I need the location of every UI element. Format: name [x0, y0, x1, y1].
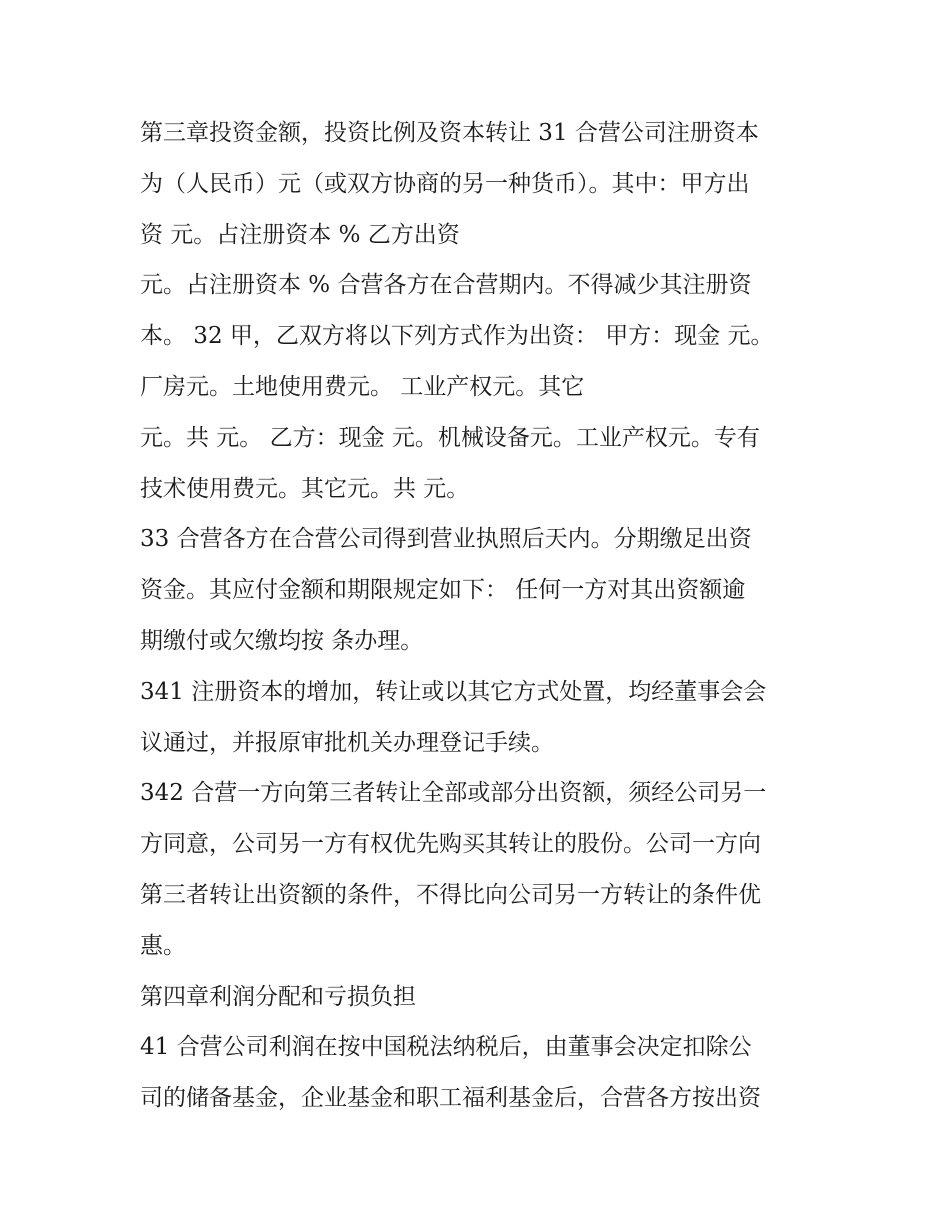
text-line: 为（人民币）元（或双方协商的另一种货币）。其中：甲方出 [140, 170, 750, 197]
text-line: 本。 32 甲，乙双方将以下列方式作为出资： 甲方：现金 元。 [140, 323, 774, 350]
text-line: 第三者转让出资额的条件，不得比向公司另一方转让的条件优 [140, 881, 761, 908]
chapter-heading: 第四章利润分配和亏损负担 [140, 983, 416, 1010]
text-line: 厂房元。土地使用费元。 工业产权元。其它 [140, 373, 585, 400]
text-line: 资金。其应付金额和期限规定如下： 任何一方对其出资额逾 [140, 577, 746, 604]
text-line: 41 合营公司利润在按中国税法纳税后，由董事会决定扣除公 [140, 1034, 752, 1061]
text-line: 技术使用费元。其它元。共 元。 [140, 475, 470, 502]
text-line: 341 注册资本的增加，转让或以其它方式处置，均经董事会会 [140, 678, 767, 705]
text-line: 期缴付或欠缴均按 条办理。 [140, 627, 424, 654]
text-line: 惠。 [140, 932, 186, 959]
text-line: 司的储备基金，企业基金和职工福利基金后，合营各方按出资 [140, 1085, 761, 1112]
text-line: 342 合营一方向第三者转让全部或部分出资额，须经公司另一 [140, 780, 767, 807]
text-line: 方同意，公司另一方有权优先购买其转让的股份。公司一方向 [140, 831, 761, 858]
text-line: 元。占注册资本 % 合营各方在合营期内。不得减少其注册资 [140, 272, 752, 299]
text-line: 第三章投资金额，投资比例及资本转让 31 合营公司注册资本 [140, 120, 759, 146]
text-line: 元。共 元。 乙方：现金 元。机械设备元。工业产权元。专有 [140, 424, 760, 451]
text-line: 资 元。占注册资本 % 乙方出资 [140, 221, 460, 248]
document-body [140, 108, 820, 1124]
text-line: 议通过，并报原审批机关办理登记手续。 [140, 729, 554, 756]
text-line: 33 合营各方在合营公司得到营业执照后天内。分期缴足出资 [140, 526, 752, 553]
